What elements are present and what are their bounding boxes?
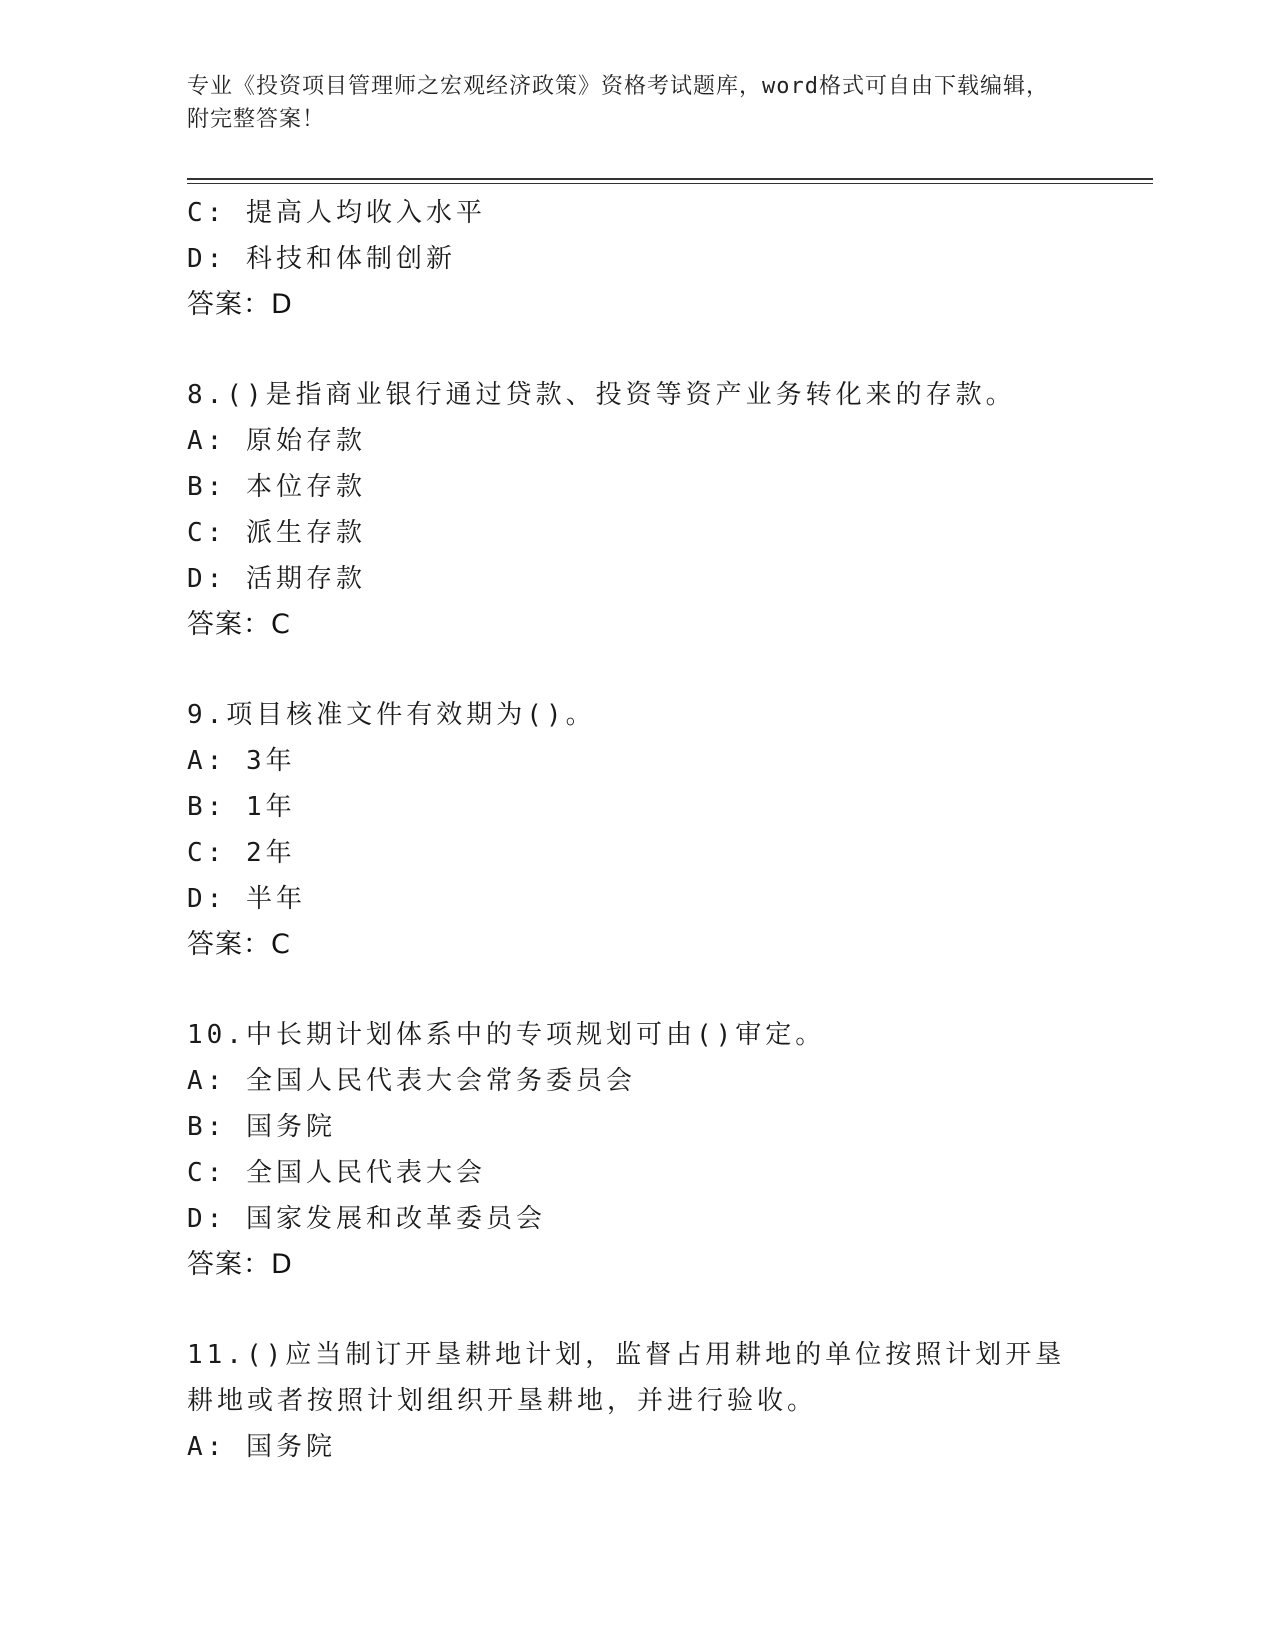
question-9 — [187, 692, 1087, 968]
answer-line: 答案：D — [187, 1249, 293, 1280]
option-d: D: 国家发展和改革委员会 — [187, 1204, 546, 1234]
question-11 — [187, 1332, 1087, 1470]
answer-line: 答案：C — [187, 929, 291, 960]
option-a: A: 国务院 — [187, 1432, 336, 1462]
question-text: 8.()是指商业银行通过贷款、投资等资产业务转化来的存款。 — [187, 380, 1016, 410]
option-c: C: 提高人均收入水平 — [187, 198, 486, 228]
header-divider-thin — [187, 183, 1153, 184]
spacer — [187, 328, 1087, 372]
document-header — [187, 70, 1067, 136]
option-b: B: 本位存款 — [187, 472, 366, 502]
question-text: 11.()应当制订开垦耕地计划，监督占用耕地的单位按照计划开垦耕地或者按照计划组织开垦耕地，并进行验收。 — [187, 1340, 1066, 1416]
spacer — [187, 1288, 1087, 1332]
question-carryover — [187, 190, 1087, 328]
answer-line: 答案：C — [187, 609, 291, 640]
spacer — [187, 968, 1087, 1012]
option-a: A: 原始存款 — [187, 426, 366, 456]
question-list — [187, 190, 1087, 1470]
option-c: C: 派生存款 — [187, 518, 366, 548]
question-8 — [187, 372, 1087, 648]
option-a: A: 3年 — [187, 746, 296, 776]
option-d: D: 科技和体制创新 — [187, 244, 456, 274]
header-divider-thick — [187, 178, 1153, 180]
question-10 — [187, 1012, 1087, 1288]
spacer — [187, 648, 1087, 692]
question-text: 9.项目核准文件有效期为()。 — [187, 700, 596, 730]
option-c: C: 全国人民代表大会 — [187, 1158, 486, 1188]
option-d: D: 活期存款 — [187, 564, 366, 594]
option-c: C: 2年 — [187, 838, 296, 868]
answer-line: 答案：D — [187, 289, 293, 320]
header-text: 专业《投资项目管理师之宏观经济政策》资格考试题库，word格式可自由下载编辑，附完整答案！ — [187, 74, 1049, 132]
question-text: 10.中长期计划体系中的专项规划可由()审定。 — [187, 1020, 826, 1050]
option-d: D: 半年 — [187, 884, 306, 914]
option-a: A: 全国人民代表大会常务委员会 — [187, 1066, 636, 1096]
option-b: B: 1年 — [187, 792, 296, 822]
option-b: B: 国务院 — [187, 1112, 336, 1142]
